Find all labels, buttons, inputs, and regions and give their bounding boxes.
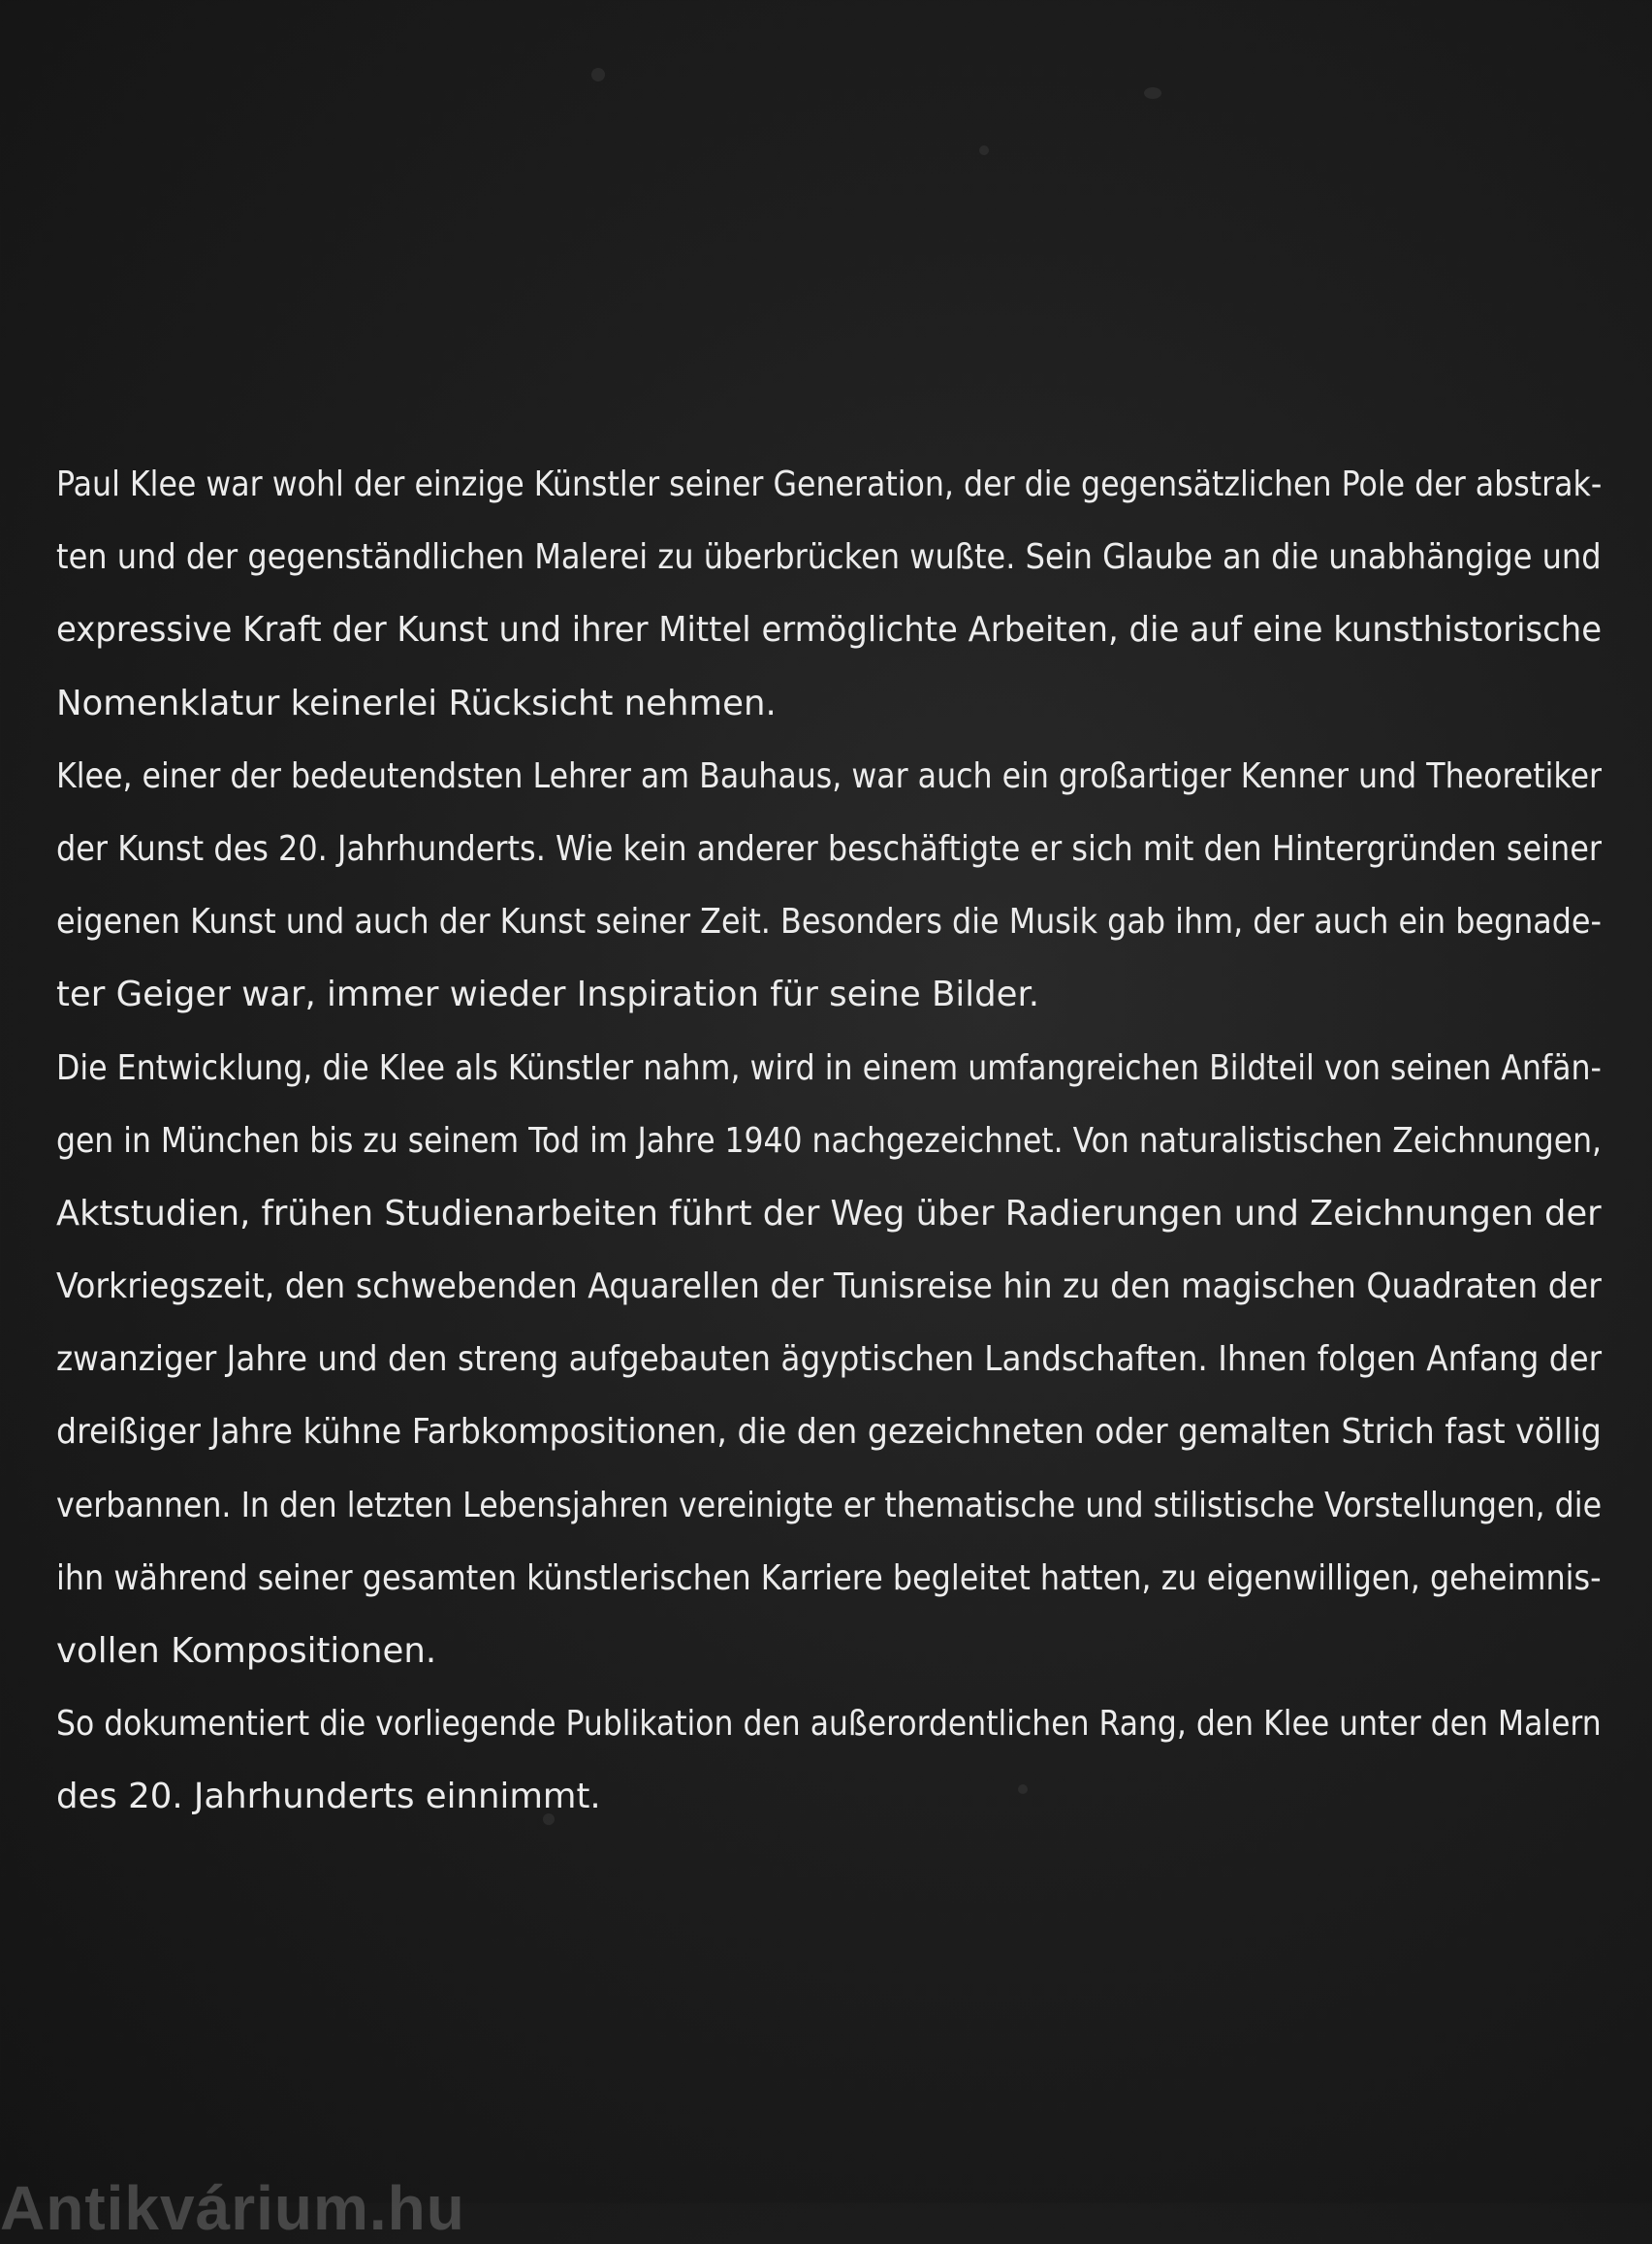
text-line: Vorkriegszeit, den schwebenden Aquarellen der Tunisreise hin zu den magischen Quadraten der <box>56 1266 1602 1307</box>
text-line: vollen Kompositionen. <box>56 1631 437 1671</box>
text-line: der Kunst des 20. Jahrhunderts. Wie kein anderer beschäftigte er sich mit den Hintergründen seiner <box>56 828 1603 869</box>
text-line: ten und der gegenständlichen Malerei zu überbrücken wußte. Sein Glaube an die unabhängige und <box>56 537 1602 578</box>
paragraph-1 <box>56 448 1602 740</box>
text-line: zwanziger Jahre und den streng aufgebauten ägyptischen Landschaften. Ihnen folgen Anfang der <box>56 1339 1603 1380</box>
text-line: gen in München bis zu seinem Tod im Jahre 1940 nachgezeichnet. Von naturalistischen Zeichnungen, <box>56 1120 1603 1161</box>
watermark: Antikvárium.hu <box>0 2173 465 2243</box>
blurb-text <box>56 448 1602 1834</box>
dust-speck <box>1144 87 1161 99</box>
text-line: Aktstudien, frühen Studienarbeiten führt der Weg über Radierungen und Zeichnungen der <box>56 1193 1602 1234</box>
text-line: Paul Klee war wohl der einzige Künstler seiner Generation, der die gegensätzlichen Pole der abstrak- <box>56 465 1603 504</box>
text-line: dreißiger Jahre kühne Farbkompositionen, die den gezeichneten oder gemalten Strich fast völlig <box>56 1412 1602 1453</box>
dust-speck <box>591 68 605 81</box>
text-line: So dokumentiert die vorliegende Publikation den außerordentlichen Rang, den Klee unter den Malern <box>56 1704 1602 1745</box>
text-line: eigenen Kunst und auch der Kunst seiner Zeit. Besonders die Musik gab ihm, der auch ein begnade- <box>56 902 1602 943</box>
text-line: des 20. Jahrhunderts einnimmt. <box>56 1777 601 1817</box>
paragraph-4 <box>56 1687 1602 1833</box>
text-line: Klee, einer der bedeutendsten Lehrer am Bauhaus, war auch ein großartiger Kenner und Theoretiker <box>56 755 1603 796</box>
text-line: Die Entwicklung, die Klee als Künstler nahm, wird in einem umfangreichen Bildteil von seinen Anfän- <box>56 1047 1602 1088</box>
text-line: expressive Kraft der Kunst und ihrer Mittel ermöglichte Arbeiten, die auf eine kunsthistorische <box>56 610 1603 651</box>
text-line: ihn während seiner gesamten künstlerischen Karriere begleitet hatten, zu eigenwilligen, geheimnis- <box>56 1557 1602 1598</box>
paragraph-3 <box>56 1032 1602 1688</box>
text-line: ter Geiger war, immer wieder Inspiration für seine Bilder. <box>56 975 1040 1015</box>
paragraph-2 <box>56 740 1602 1032</box>
text-line: verbannen. In den letzten Lebensjahren vereinigte er thematische und stilistische Vorstellungen, die <box>56 1485 1603 1525</box>
dust-speck <box>979 145 989 155</box>
text-line: Nomenklatur keinerlei Rücksicht nehmen. <box>56 683 777 723</box>
